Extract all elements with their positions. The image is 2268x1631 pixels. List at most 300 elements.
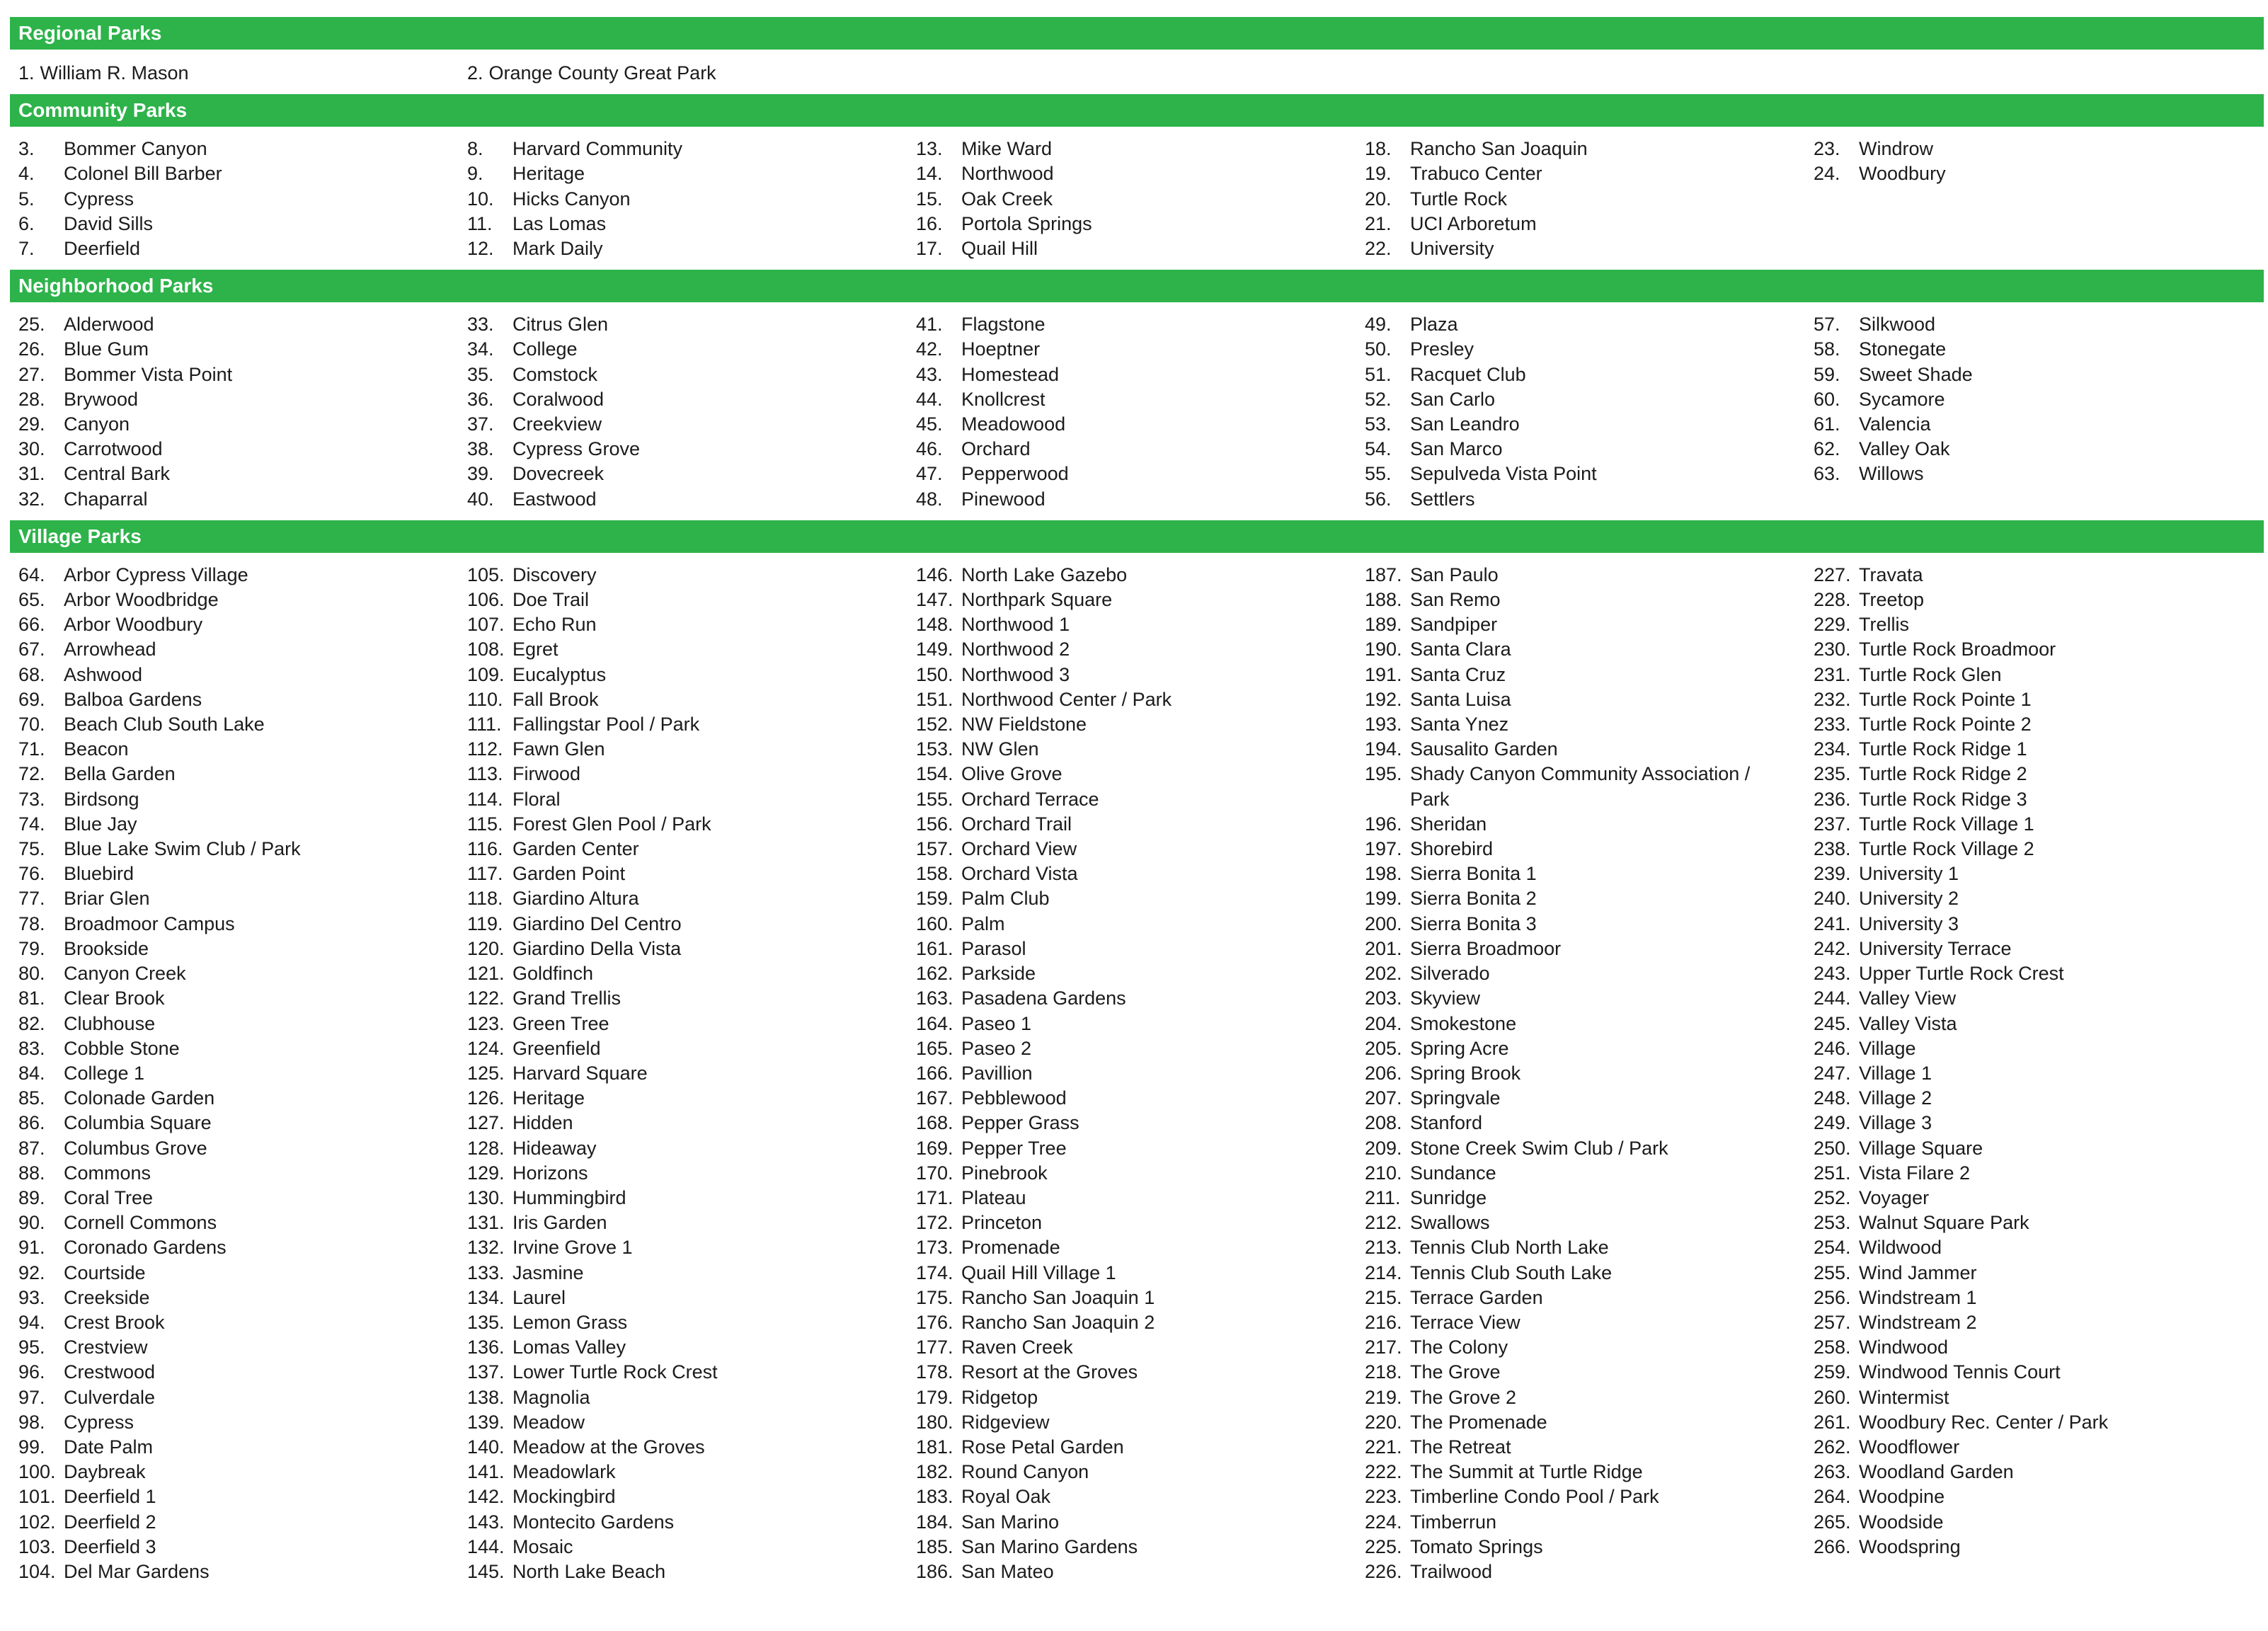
- park-list-item: [1356, 762, 1805, 811]
- park-name: Carrotwood: [64, 438, 163, 460]
- park-list-item: [459, 462, 907, 486]
- park-name: Quail Hill Village 1: [961, 1261, 1116, 1283]
- park-list-item: [459, 712, 907, 737]
- park-name: Oak Creek: [961, 188, 1053, 210]
- park-number: 153.: [916, 738, 953, 760]
- park-number: 51.: [1365, 363, 1392, 385]
- park-number: 238.: [1814, 838, 1851, 860]
- park-list-item: [1356, 1484, 1805, 1509]
- park-list-item: [459, 387, 907, 412]
- park-name: Promenade: [961, 1237, 1060, 1259]
- park-name: Sierra Bonita 1: [1410, 863, 1537, 885]
- park-list-item: [907, 161, 1356, 186]
- park-number: 25.: [18, 314, 45, 336]
- park-list-item: [1805, 1261, 2254, 1286]
- park-list-item: [10, 236, 459, 261]
- park-list-item: [1356, 1385, 1805, 1410]
- park-number: 209.: [1365, 1137, 1402, 1159]
- section-body: [10, 302, 2264, 520]
- park-name: Northwood 3: [961, 663, 1070, 685]
- park-name: Blue Jay: [64, 813, 137, 835]
- park-list-item: [10, 1235, 459, 1260]
- park-name: Rancho San Joaquin: [1410, 138, 1588, 160]
- park-name: Deerfield 1: [64, 1486, 156, 1508]
- park-name: University Terrace: [1859, 937, 2012, 959]
- park-number: 158.: [916, 863, 953, 885]
- park-list-item: [1356, 912, 1805, 937]
- park-name: Pepperwood: [961, 463, 1069, 485]
- park-number: 123.: [467, 1012, 505, 1034]
- park-name: Swallows: [1410, 1212, 1490, 1234]
- park-list-item: [907, 1360, 1356, 1385]
- park-name: Hideaway: [512, 1137, 597, 1159]
- park-list-item: [907, 1186, 1356, 1211]
- park-name: Santa Cruz: [1410, 663, 1506, 685]
- park-list-item: [459, 862, 907, 886]
- park-number: 117.: [467, 863, 503, 885]
- park-name: Beacon: [64, 738, 129, 760]
- park-number: 60.: [1814, 388, 1840, 410]
- section-neighborhood-parks: [10, 270, 2264, 520]
- park-number: 98.: [18, 1411, 45, 1433]
- list-column: [459, 312, 907, 512]
- park-number: 261.: [1814, 1411, 1851, 1433]
- park-number: 108.: [467, 639, 505, 660]
- park-list-item: [459, 1111, 907, 1135]
- park-list-item: [907, 762, 1356, 786]
- park-number: 234.: [1814, 738, 1851, 760]
- park-number: 75.: [18, 838, 45, 860]
- park-name: The Promenade: [1410, 1411, 1547, 1433]
- park-name: Deerfield 3: [64, 1535, 156, 1557]
- park-list-item: [1356, 663, 1805, 687]
- park-name: Grand Trellis: [512, 988, 622, 1009]
- park-number: 230.: [1814, 639, 1851, 660]
- park-list-item: [1805, 1186, 2254, 1211]
- park-number: 69.: [18, 688, 45, 710]
- park-name: Plateau: [961, 1186, 1026, 1208]
- park-list-item: [10, 1535, 459, 1560]
- park-number: 198.: [1365, 863, 1402, 885]
- park-name: Date Palm: [64, 1436, 154, 1458]
- park-name: Heritage: [512, 163, 585, 185]
- park-name: Tennis Club South Lake: [1410, 1261, 1613, 1283]
- park-number: 142.: [467, 1486, 505, 1508]
- park-list-item: [10, 161, 459, 186]
- park-name: Olive Grove: [961, 763, 1063, 785]
- park-list-item: [10, 412, 459, 437]
- park-number: 110.: [467, 688, 503, 710]
- park-list-item: [10, 1186, 459, 1211]
- park-number: 15.: [916, 188, 943, 210]
- park-name: Turtle Rock Pointe 2: [1859, 714, 2032, 736]
- park-list-item: [1356, 1111, 1805, 1135]
- park-name: Hoeptner: [961, 338, 1041, 360]
- park-number: 229.: [1814, 614, 1851, 636]
- park-name: Canyon: [64, 413, 130, 435]
- park-number: 181.: [916, 1436, 953, 1458]
- park-list-item: [459, 588, 907, 612]
- park-list-item: [907, 612, 1356, 637]
- park-name: Culverdale: [64, 1386, 156, 1408]
- park-number: 203.: [1365, 988, 1402, 1009]
- park-name: Raven Creek: [961, 1337, 1073, 1358]
- park-name: Harvard Community: [512, 138, 683, 160]
- park-name: Hummingbird: [512, 1186, 626, 1208]
- park-list-item: [459, 1161, 907, 1186]
- park-list-item: [10, 1310, 459, 1335]
- park-name: The Grove: [1410, 1361, 1501, 1383]
- park-list-item: [907, 862, 1356, 886]
- park-name: Goldfinch: [512, 963, 594, 985]
- park-list-item: [1356, 161, 1805, 186]
- park-name: Village: [1859, 1037, 1916, 1059]
- park-name: Crest Brook: [64, 1311, 165, 1333]
- park-list-item: [1805, 1535, 2254, 1560]
- section-header: Community Parks: [10, 94, 2264, 127]
- park-name: Upper Turtle Rock Crest: [1859, 963, 2064, 985]
- park-number: 107.: [467, 614, 505, 636]
- park-name: Laurel: [512, 1286, 566, 1308]
- list-column: [459, 137, 907, 261]
- park-number: 73.: [18, 788, 45, 810]
- park-number: 151.: [916, 688, 953, 710]
- park-list-item: [1356, 1310, 1805, 1335]
- park-list-item: [459, 437, 907, 462]
- park-list-item: [10, 1484, 459, 1509]
- park-number: 57.: [1814, 314, 1840, 336]
- park-name: Village 3: [1859, 1112, 1932, 1134]
- park-number: 175.: [916, 1286, 953, 1308]
- park-number: 218.: [1365, 1361, 1402, 1383]
- park-number: 174.: [916, 1261, 953, 1283]
- park-name: The Colony: [1410, 1337, 1508, 1358]
- park-name: Treetop: [1859, 589, 1925, 611]
- park-name: Vista Filare 2: [1859, 1162, 1971, 1184]
- park-name: Deerfield: [64, 238, 141, 260]
- park-list-item: [1805, 787, 2254, 812]
- park-number: 66.: [18, 614, 45, 636]
- park-name: Stonegate: [1859, 338, 1947, 360]
- park-name: Echo Run: [512, 614, 597, 636]
- park-list-item: [459, 687, 907, 712]
- park-list-item: [459, 612, 907, 637]
- park-number: 136.: [467, 1337, 505, 1358]
- park-name: Woodbury: [1859, 163, 1946, 185]
- park-number: 199.: [1365, 888, 1402, 910]
- park-list-item: [907, 912, 1356, 937]
- park-name: Harvard Square: [512, 1062, 648, 1084]
- park-number: 33.: [467, 314, 494, 336]
- park-name: Creekside: [64, 1286, 150, 1308]
- park-name: Sweet Shade: [1859, 363, 1973, 385]
- park-name: Lower Turtle Rock Crest: [512, 1361, 718, 1383]
- park-name: Timberline Condo Pool / Park: [1410, 1486, 1659, 1508]
- park-list-item: [459, 1460, 907, 1484]
- park-name: Racquet Club: [1410, 363, 1526, 385]
- park-number: 143.: [467, 1511, 505, 1533]
- park-name: Silverado: [1410, 963, 1490, 985]
- park-number: 109.: [467, 663, 505, 685]
- park-number: 228.: [1814, 589, 1851, 611]
- park-name: North Lake Gazebo: [961, 563, 1128, 585]
- park-name: Knollcrest: [961, 388, 1046, 410]
- park-number: 131.: [467, 1212, 505, 1234]
- park-name: Giardino Altura: [512, 888, 639, 910]
- park-number: 83.: [18, 1037, 45, 1059]
- park-number: 150.: [916, 663, 953, 685]
- park-number: 255.: [1814, 1261, 1851, 1283]
- park-name: Royal Oak: [961, 1486, 1051, 1508]
- section-community-parks: [10, 94, 2264, 270]
- park-number: 119.: [467, 912, 503, 934]
- park-number: 105.: [467, 563, 505, 585]
- park-list-item: [1356, 236, 1805, 261]
- park-name: University 2: [1859, 888, 1959, 910]
- park-number: 27.: [18, 363, 45, 385]
- park-number: 216.: [1365, 1311, 1402, 1333]
- park-number: 97.: [18, 1386, 45, 1408]
- park-list-item: [1805, 161, 2254, 186]
- park-list-item: [459, 61, 907, 86]
- park-list-item: [1805, 637, 2254, 662]
- park-number: 177.: [916, 1337, 953, 1358]
- park-list-item: [1805, 862, 2254, 886]
- park-number: 165.: [916, 1037, 953, 1059]
- park-name: Columbia Square: [64, 1112, 212, 1134]
- park-list-item: [1805, 687, 2254, 712]
- park-name: Valley Oak: [1859, 438, 1950, 460]
- park-number: 22.: [1365, 238, 1392, 260]
- park-list-item: [10, 612, 459, 637]
- park-list-item: [10, 1211, 459, 1235]
- park-name: Blue Gum: [64, 338, 149, 360]
- park-number: 93.: [18, 1286, 45, 1308]
- park-list-item: [459, 1261, 907, 1286]
- park-number: 247.: [1814, 1062, 1851, 1084]
- park-name: Rancho San Joaquin 2: [961, 1311, 1155, 1333]
- park-number: 157.: [916, 838, 953, 860]
- park-name: Columbus Grove: [64, 1137, 207, 1159]
- park-number: 11.: [467, 212, 493, 234]
- park-list-item: [1356, 961, 1805, 986]
- park-name: Wind Jammer: [1859, 1261, 1977, 1283]
- park-list-item: [907, 1435, 1356, 1460]
- park-name: Orchard: [961, 438, 1031, 460]
- park-name: North Lake Beach: [512, 1560, 666, 1582]
- park-list-item: [907, 487, 1356, 512]
- park-name: UCI Arboretum: [1410, 212, 1537, 234]
- park-number: 265.: [1814, 1511, 1851, 1533]
- park-number: 8.: [467, 138, 483, 160]
- park-number: 169.: [916, 1137, 953, 1159]
- park-name: Sycamore: [1859, 388, 1945, 410]
- park-number: 40.: [467, 488, 494, 510]
- park-list-item: [459, 1286, 907, 1310]
- park-name: Irvine Grove 1: [512, 1237, 633, 1259]
- park-number: 211.: [1365, 1186, 1401, 1208]
- park-number: 160.: [916, 912, 953, 934]
- park-number: 192.: [1365, 688, 1402, 710]
- park-list-item: [907, 362, 1356, 387]
- park-number: 64.: [18, 563, 45, 585]
- park-list-item: [1805, 912, 2254, 937]
- park-name: NW Fieldstone: [961, 714, 1087, 736]
- park-list-item: [907, 1484, 1356, 1509]
- park-number: 128.: [467, 1137, 505, 1159]
- park-list-item: [907, 588, 1356, 612]
- park-number: 86.: [18, 1112, 45, 1134]
- park-list-item: [1805, 1235, 2254, 1260]
- park-name: Clear Brook: [64, 988, 165, 1009]
- park-list-item: [10, 1385, 459, 1410]
- park-number: 231.: [1814, 663, 1851, 685]
- park-list-item: [459, 812, 907, 837]
- park-list-item: [907, 886, 1356, 911]
- park-number: 29.: [18, 413, 45, 435]
- list-column: [1356, 563, 1805, 1584]
- park-name: Ridgetop: [961, 1386, 1038, 1408]
- park-list-item: [1805, 986, 2254, 1011]
- park-name: Dovecreek: [512, 463, 605, 485]
- park-number: 243.: [1814, 963, 1851, 985]
- park-number: 89.: [18, 1186, 45, 1208]
- park-list-item: [1356, 1211, 1805, 1235]
- park-name: Eucalyptus: [512, 663, 607, 685]
- park-name: Magnolia: [512, 1386, 590, 1408]
- park-number: 253.: [1814, 1212, 1851, 1234]
- park-list-item: [459, 1385, 907, 1410]
- park-name: Tomato Springs: [1410, 1535, 1543, 1557]
- park-list-item: [1805, 612, 2254, 637]
- park-number: 79.: [18, 937, 45, 959]
- park-list-item: [459, 1235, 907, 1260]
- park-name: Terrace Garden: [1410, 1286, 1543, 1308]
- park-number: 257.: [1814, 1311, 1851, 1333]
- park-number: 248.: [1814, 1087, 1851, 1109]
- park-number: 200.: [1365, 912, 1402, 934]
- park-name: College: [512, 338, 578, 360]
- park-list-item: [459, 161, 907, 186]
- park-number: 3.: [18, 138, 35, 160]
- park-name: Cobble Stone: [64, 1037, 180, 1059]
- park-list-item: [1356, 712, 1805, 737]
- park-name: Hicks Canyon: [512, 188, 631, 210]
- section-body: [10, 553, 2264, 1590]
- park-number: 96.: [18, 1361, 45, 1383]
- park-name: Shorebird: [1410, 838, 1494, 860]
- park-number: 183.: [916, 1486, 953, 1508]
- park-list-item: [459, 762, 907, 786]
- park-list-item: [1805, 762, 2254, 786]
- park-list-item: [1356, 1036, 1805, 1061]
- park-list-item: [1805, 1012, 2254, 1036]
- park-name: Beach Club South Lake: [64, 714, 265, 736]
- park-number: 77.: [18, 888, 45, 910]
- park-number: 76.: [18, 863, 45, 885]
- park-number: 132.: [467, 1237, 505, 1259]
- park-name: Courtside: [64, 1261, 146, 1283]
- park-list-item: [1805, 362, 2254, 387]
- park-number: 122.: [467, 988, 505, 1009]
- park-list-item: [907, 1061, 1356, 1086]
- park-name: Wintermist: [1859, 1386, 1949, 1408]
- park-list-item: [1805, 1435, 2254, 1460]
- park-number: 233.: [1814, 714, 1851, 736]
- park-name: Sheridan: [1410, 813, 1487, 835]
- park-number: 221.: [1365, 1436, 1402, 1458]
- park-number: 14.: [916, 163, 943, 185]
- park-number: 189.: [1365, 614, 1402, 636]
- park-name: Green Tree: [512, 1012, 609, 1034]
- park-list-item: [10, 61, 459, 86]
- park-name: Ashwood: [64, 663, 143, 685]
- park-list-item: [10, 862, 459, 886]
- park-number: 195.: [1365, 763, 1402, 785]
- park-number: 19.: [1365, 163, 1392, 185]
- park-name: Arbor Cypress Village: [64, 563, 248, 585]
- park-number: 188.: [1365, 589, 1402, 611]
- park-name: Fall Brook: [512, 688, 599, 710]
- park-list-item: [907, 137, 1356, 161]
- park-list-item: [907, 1286, 1356, 1310]
- park-number: 1.: [18, 62, 35, 84]
- park-name: Timberrun: [1410, 1511, 1497, 1533]
- park-name: Daybreak: [64, 1461, 146, 1483]
- park-list-item: [907, 787, 1356, 812]
- park-name: Trailwood: [1410, 1560, 1493, 1582]
- park-name: Quail Hill: [961, 238, 1038, 260]
- park-name: San Marino Gardens: [961, 1535, 1138, 1557]
- park-number: 4.: [18, 163, 35, 185]
- park-name: Crestview: [64, 1337, 148, 1358]
- park-list-item: [1356, 837, 1805, 862]
- park-name: Paseo 2: [961, 1037, 1032, 1059]
- park-list-item: [10, 1036, 459, 1061]
- park-name: Central Bark: [64, 463, 171, 485]
- park-list-item: [1356, 812, 1805, 837]
- park-name: Colonade Garden: [64, 1087, 215, 1109]
- park-number: 35.: [467, 363, 494, 385]
- park-name: Northwood 1: [961, 614, 1070, 636]
- park-name: Village Square: [1859, 1137, 1983, 1159]
- park-list-item: [459, 1186, 907, 1211]
- park-list-item: [1356, 1086, 1805, 1111]
- park-number: 138.: [467, 1386, 505, 1408]
- park-list-item: [10, 961, 459, 986]
- park-list-item: [10, 1410, 459, 1435]
- park-number: 20.: [1365, 188, 1392, 210]
- park-list-document: [10, 17, 2264, 1590]
- park-name: Woodbury Rec. Center / Park: [1859, 1411, 2109, 1433]
- park-name: Settlers: [1410, 488, 1475, 510]
- park-name: Stone Creek Swim Club / Park: [1410, 1137, 1668, 1159]
- park-name: Sundance: [1410, 1162, 1496, 1184]
- park-number: 242.: [1814, 937, 1851, 959]
- park-name: Valley View: [1859, 988, 1957, 1009]
- park-name: San Leandro: [1410, 413, 1520, 435]
- park-list-item: [907, 1560, 1356, 1584]
- park-name: Santa Clara: [1410, 639, 1511, 660]
- park-name: Fallingstar Pool / Park: [512, 714, 700, 736]
- park-list-item: [907, 737, 1356, 762]
- park-name: Silkwood: [1859, 314, 1936, 336]
- park-name: Meadow: [512, 1411, 585, 1433]
- park-list-item: [1356, 312, 1805, 337]
- park-number: 140.: [467, 1436, 505, 1458]
- park-list-item: [1805, 1484, 2254, 1509]
- park-list-item: [1356, 687, 1805, 712]
